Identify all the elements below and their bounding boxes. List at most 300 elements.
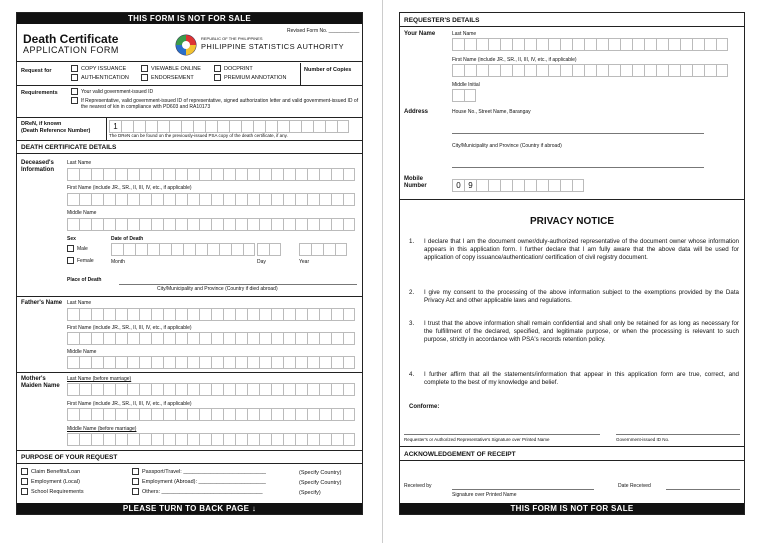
character-box[interactable] — [343, 193, 355, 206]
character-box[interactable] — [235, 408, 247, 421]
date-received-line[interactable] — [666, 489, 740, 490]
dren-input[interactable] — [109, 120, 349, 133]
character-box[interactable] — [163, 433, 175, 446]
character-box[interactable] — [79, 168, 91, 181]
option-copy-issuance[interactable]: COPY ISSUANCE — [71, 65, 126, 72]
character-box[interactable] — [127, 218, 139, 231]
character-box[interactable] — [572, 64, 584, 77]
character-box[interactable] — [91, 383, 103, 396]
character-box[interactable] — [139, 218, 151, 231]
character-box[interactable] — [127, 308, 139, 321]
character-box[interactable] — [343, 356, 355, 369]
character-box[interactable] — [307, 308, 319, 321]
character-box[interactable] — [91, 408, 103, 421]
character-box[interactable] — [199, 168, 211, 181]
character-box[interactable] — [139, 332, 151, 345]
character-box[interactable] — [151, 168, 163, 181]
character-box[interactable] — [175, 218, 187, 231]
character-box[interactable] — [548, 179, 560, 192]
character-box[interactable] — [103, 408, 115, 421]
checkbox[interactable] — [71, 74, 78, 81]
checkbox[interactable] — [67, 245, 74, 252]
character-box[interactable] — [295, 218, 307, 231]
character-box[interactable] — [163, 193, 175, 206]
character-box[interactable] — [181, 120, 193, 133]
checkbox[interactable] — [214, 74, 221, 81]
character-box[interactable] — [295, 332, 307, 345]
character-box[interactable] — [319, 383, 331, 396]
character-box[interactable] — [79, 383, 91, 396]
character-box[interactable] — [512, 179, 524, 192]
character-box[interactable] — [271, 308, 283, 321]
character-box[interactable] — [476, 38, 488, 51]
character-box[interactable] — [295, 193, 307, 206]
character-box[interactable] — [211, 193, 223, 206]
character-box[interactable] — [295, 308, 307, 321]
character-box[interactable] — [103, 193, 115, 206]
character-box[interactable] — [247, 433, 259, 446]
character-box[interactable] — [217, 120, 229, 133]
character-box[interactable] — [223, 218, 235, 231]
character-box[interactable] — [488, 64, 500, 77]
character-box[interactable] — [139, 168, 151, 181]
deceased-last-name-input[interactable] — [67, 168, 355, 181]
character-box[interactable] — [135, 243, 147, 256]
character-box[interactable] — [668, 64, 680, 77]
character-box[interactable] — [500, 38, 512, 51]
character-box[interactable] — [632, 64, 644, 77]
character-box[interactable] — [295, 408, 307, 421]
character-box[interactable] — [151, 408, 163, 421]
year-input[interactable] — [299, 243, 347, 256]
character-box[interactable] — [560, 38, 572, 51]
character-box[interactable] — [103, 383, 115, 396]
character-box[interactable] — [295, 356, 307, 369]
character-box[interactable] — [319, 332, 331, 345]
character-box[interactable] — [343, 332, 355, 345]
character-box[interactable] — [91, 193, 103, 206]
character-box[interactable] — [187, 193, 199, 206]
character-box[interactable] — [187, 408, 199, 421]
character-box[interactable] — [704, 64, 716, 77]
character-box[interactable] — [67, 193, 79, 206]
character-box[interactable] — [163, 168, 175, 181]
character-box[interactable] — [175, 332, 187, 345]
character-box[interactable] — [211, 308, 223, 321]
character-box[interactable] — [319, 356, 331, 369]
character-box[interactable] — [524, 38, 536, 51]
character-box[interactable] — [307, 332, 319, 345]
character-box[interactable] — [205, 120, 217, 133]
character-box[interactable] — [307, 408, 319, 421]
character-box[interactable] — [259, 383, 271, 396]
character-box[interactable] — [331, 332, 343, 345]
character-box[interactable] — [271, 332, 283, 345]
character-box[interactable] — [115, 193, 127, 206]
character-box[interactable] — [452, 64, 464, 77]
character-box[interactable] — [331, 433, 343, 446]
character-box[interactable] — [199, 433, 211, 446]
character-box[interactable] — [560, 64, 572, 77]
character-box[interactable] — [656, 38, 668, 51]
character-box[interactable] — [452, 89, 464, 102]
character-box[interactable] — [692, 38, 704, 51]
character-box[interactable] — [163, 308, 175, 321]
character-box[interactable] — [704, 38, 716, 51]
character-box[interactable] — [269, 243, 281, 256]
character-box[interactable] — [139, 308, 151, 321]
checkbox[interactable] — [214, 65, 221, 72]
character-box[interactable] — [656, 64, 668, 77]
character-box[interactable] — [67, 408, 79, 421]
character-box[interactable] — [259, 218, 271, 231]
character-box[interactable] — [283, 168, 295, 181]
character-box[interactable] — [199, 218, 211, 231]
character-box[interactable] — [253, 120, 265, 133]
character-box[interactable] — [464, 64, 476, 77]
purpose-others[interactable]: Others: _________________________________ — [132, 488, 263, 495]
character-box[interactable] — [127, 433, 139, 446]
character-box[interactable] — [343, 168, 355, 181]
character-box[interactable] — [79, 332, 91, 345]
character-box[interactable] — [271, 356, 283, 369]
purpose-passport[interactable]: Passport/Travel: ___________________________ — [132, 468, 266, 475]
character-box[interactable] — [668, 38, 680, 51]
character-box[interactable] — [548, 38, 560, 51]
character-box[interactable] — [67, 218, 79, 231]
character-box[interactable] — [235, 332, 247, 345]
character-box[interactable] — [331, 308, 343, 321]
character-box[interactable] — [331, 193, 343, 206]
character-box[interactable] — [111, 243, 123, 256]
month-input[interactable] — [111, 243, 255, 256]
checkbox[interactable] — [71, 97, 78, 104]
character-box[interactable] — [452, 38, 464, 51]
character-box[interactable] — [187, 168, 199, 181]
character-box[interactable] — [307, 193, 319, 206]
character-box[interactable] — [145, 120, 157, 133]
character-box[interactable] — [115, 383, 127, 396]
character-box[interactable] — [159, 243, 171, 256]
character-box[interactable] — [331, 356, 343, 369]
mobile-digit[interactable]: 0 — [452, 179, 464, 192]
character-box[interactable] — [500, 179, 512, 192]
mother-first-name-input[interactable] — [67, 408, 355, 421]
checkbox[interactable] — [132, 468, 139, 475]
character-box[interactable] — [187, 383, 199, 396]
father-middle-name-input[interactable] — [67, 356, 355, 369]
character-box[interactable] — [524, 64, 536, 77]
character-box[interactable] — [187, 433, 199, 446]
character-box[interactable] — [187, 218, 199, 231]
mother-middle-name-input[interactable] — [67, 433, 355, 446]
character-box[interactable] — [572, 38, 584, 51]
character-box[interactable] — [67, 308, 79, 321]
character-box[interactable] — [241, 120, 253, 133]
character-box[interactable] — [223, 408, 235, 421]
character-box[interactable] — [151, 356, 163, 369]
character-box[interactable] — [319, 408, 331, 421]
character-box[interactable] — [335, 243, 347, 256]
character-box[interactable] — [115, 168, 127, 181]
character-box[interactable] — [139, 408, 151, 421]
character-box[interactable] — [103, 308, 115, 321]
character-box[interactable] — [223, 383, 235, 396]
character-box[interactable] — [67, 356, 79, 369]
character-box[interactable] — [299, 243, 311, 256]
character-box[interactable] — [476, 179, 488, 192]
character-box[interactable] — [127, 383, 139, 396]
character-box[interactable] — [680, 38, 692, 51]
character-box[interactable] — [560, 179, 572, 192]
character-box[interactable] — [277, 120, 289, 133]
character-box[interactable] — [295, 433, 307, 446]
character-box[interactable] — [247, 332, 259, 345]
signature-line[interactable] — [404, 434, 600, 435]
character-box[interactable] — [115, 408, 127, 421]
character-box[interactable] — [79, 433, 91, 446]
character-box[interactable] — [500, 64, 512, 77]
character-box[interactable] — [139, 433, 151, 446]
character-box[interactable] — [295, 383, 307, 396]
checkbox[interactable] — [21, 468, 28, 475]
character-box[interactable] — [175, 408, 187, 421]
character-box[interactable] — [187, 332, 199, 345]
character-box[interactable] — [199, 356, 211, 369]
checkbox[interactable] — [71, 88, 78, 95]
character-box[interactable] — [283, 408, 295, 421]
character-box[interactable] — [187, 356, 199, 369]
place-of-death-line[interactable] — [119, 284, 357, 285]
character-box[interactable] — [175, 383, 187, 396]
character-box[interactable] — [584, 38, 596, 51]
character-box[interactable] — [103, 356, 115, 369]
option-endorsement[interactable]: ENDORSEMENT — [141, 74, 194, 81]
character-box[interactable] — [716, 64, 728, 77]
character-box[interactable] — [536, 38, 548, 51]
character-box[interactable] — [243, 243, 255, 256]
character-box[interactable] — [175, 308, 187, 321]
character-box[interactable] — [199, 193, 211, 206]
character-box[interactable] — [115, 308, 127, 321]
character-box[interactable] — [331, 168, 343, 181]
character-box[interactable] — [271, 408, 283, 421]
character-box[interactable] — [231, 243, 243, 256]
character-box[interactable] — [289, 120, 301, 133]
option-docprint[interactable]: DOCPRINT — [214, 65, 253, 72]
purpose-school[interactable]: School Requirements — [21, 488, 84, 495]
character-box[interactable] — [488, 179, 500, 192]
character-box[interactable] — [223, 168, 235, 181]
character-box[interactable] — [223, 308, 235, 321]
character-box[interactable] — [211, 218, 223, 231]
character-box[interactable] — [247, 193, 259, 206]
character-box[interactable] — [716, 38, 728, 51]
character-box[interactable] — [259, 433, 271, 446]
requester-first-name-input[interactable] — [452, 64, 728, 77]
character-box[interactable] — [271, 383, 283, 396]
character-box[interactable] — [283, 356, 295, 369]
character-box[interactable] — [311, 243, 323, 256]
character-box[interactable] — [183, 243, 195, 256]
character-box[interactable] — [235, 383, 247, 396]
character-box[interactable] — [157, 120, 169, 133]
character-box[interactable] — [211, 168, 223, 181]
character-box[interactable] — [536, 179, 548, 192]
character-box[interactable] — [259, 308, 271, 321]
character-box[interactable] — [79, 193, 91, 206]
character-box[interactable] — [632, 38, 644, 51]
character-box[interactable] — [123, 243, 135, 256]
requirement-own-id[interactable]: Your valid government-issued ID — [71, 88, 153, 95]
character-box[interactable] — [307, 356, 319, 369]
mother-last-name-input[interactable] — [67, 383, 355, 396]
character-box[interactable] — [103, 433, 115, 446]
father-last-name-input[interactable] — [67, 308, 355, 321]
character-box[interactable] — [608, 38, 620, 51]
character-box[interactable] — [313, 120, 325, 133]
mobile-digit[interactable]: 9 — [464, 179, 476, 192]
character-box[interactable] — [195, 243, 207, 256]
character-box[interactable] — [247, 218, 259, 231]
option-premium-annotation[interactable]: PREMIUM ANNOTATION — [214, 74, 286, 81]
character-box[interactable] — [139, 383, 151, 396]
character-box[interactable] — [211, 383, 223, 396]
character-box[interactable] — [596, 38, 608, 51]
character-box[interactable] — [91, 433, 103, 446]
character-box[interactable] — [163, 356, 175, 369]
character-box[interactable] — [151, 218, 163, 231]
character-box[interactable] — [247, 408, 259, 421]
character-box[interactable] — [169, 120, 181, 133]
character-box[interactable] — [524, 179, 536, 192]
character-box[interactable] — [257, 243, 269, 256]
checkbox[interactable] — [21, 478, 28, 485]
character-box[interactable] — [319, 218, 331, 231]
character-box[interactable] — [175, 356, 187, 369]
character-box[interactable] — [175, 168, 187, 181]
character-box[interactable] — [259, 168, 271, 181]
requirement-representative[interactable]: If Representative, valid government-issued ID of representative, signed authorization letter and valid government-issued ID of the nearest of kin in compliance with PD603 and RA10173 — [71, 97, 361, 110]
checkbox[interactable] — [67, 257, 74, 264]
character-box[interactable] — [229, 120, 241, 133]
character-box[interactable] — [343, 308, 355, 321]
character-box[interactable] — [91, 218, 103, 231]
checkbox[interactable] — [71, 65, 78, 72]
character-box[interactable] — [79, 356, 91, 369]
character-box[interactable] — [133, 120, 145, 133]
character-box[interactable] — [620, 38, 632, 51]
character-box[interactable] — [115, 332, 127, 345]
character-box[interactable] — [127, 332, 139, 345]
character-box[interactable] — [343, 433, 355, 446]
character-box[interactable] — [584, 64, 596, 77]
character-box[interactable] — [331, 218, 343, 231]
purpose-claim-benefits[interactable]: Claim Benefits/Loan — [21, 468, 80, 475]
character-box[interactable] — [175, 433, 187, 446]
character-box[interactable] — [247, 356, 259, 369]
character-box[interactable] — [139, 356, 151, 369]
mobile-number-input[interactable] — [452, 179, 584, 192]
option-authentication[interactable]: AUTHENTICATION — [71, 74, 129, 81]
deceased-first-name-input[interactable] — [67, 193, 355, 206]
character-box[interactable] — [127, 193, 139, 206]
sex-female-option[interactable]: Female — [67, 257, 94, 264]
character-box[interactable] — [283, 433, 295, 446]
character-box[interactable] — [259, 356, 271, 369]
character-box[interactable] — [235, 218, 247, 231]
checkbox[interactable] — [141, 65, 148, 72]
character-box[interactable] — [323, 243, 335, 256]
character-box[interactable] — [199, 408, 211, 421]
character-box[interactable] — [193, 120, 205, 133]
character-box[interactable] — [464, 89, 476, 102]
character-box[interactable] — [151, 383, 163, 396]
character-box[interactable] — [91, 308, 103, 321]
character-box[interactable] — [247, 308, 259, 321]
character-box[interactable] — [476, 64, 488, 77]
character-box[interactable] — [572, 179, 584, 192]
character-box[interactable] — [319, 308, 331, 321]
character-box[interactable] — [103, 168, 115, 181]
character-box[interactable] — [271, 218, 283, 231]
character-box[interactable] — [79, 218, 91, 231]
character-box[interactable] — [343, 218, 355, 231]
character-box[interactable] — [331, 383, 343, 396]
character-box[interactable] — [259, 408, 271, 421]
purpose-employment-local[interactable]: Employment (Local) — [21, 478, 80, 485]
character-box[interactable] — [211, 356, 223, 369]
character-box[interactable] — [319, 193, 331, 206]
character-box[interactable] — [151, 332, 163, 345]
character-box[interactable] — [235, 168, 247, 181]
character-box[interactable] — [620, 64, 632, 77]
character-box[interactable] — [319, 168, 331, 181]
father-first-name-input[interactable] — [67, 332, 355, 345]
character-box[interactable] — [235, 308, 247, 321]
character-box[interactable] — [139, 193, 151, 206]
character-box[interactable] — [79, 308, 91, 321]
character-box[interactable] — [644, 38, 656, 51]
character-box[interactable] — [219, 243, 231, 256]
character-box[interactable] — [151, 308, 163, 321]
character-box[interactable] — [199, 383, 211, 396]
character-box[interactable] — [692, 64, 704, 77]
character-box[interactable] — [223, 356, 235, 369]
character-box[interactable] — [67, 332, 79, 345]
character-box[interactable] — [307, 168, 319, 181]
character-box[interactable] — [235, 193, 247, 206]
character-box[interactable] — [175, 193, 187, 206]
deceased-middle-name-input[interactable] — [67, 218, 355, 231]
character-box[interactable] — [115, 356, 127, 369]
character-box[interactable] — [103, 218, 115, 231]
gov-id-line[interactable] — [616, 434, 740, 435]
option-viewable-online[interactable]: VIEWABLE ONLINE — [141, 65, 201, 72]
character-box[interactable] — [199, 332, 211, 345]
character-box[interactable] — [235, 356, 247, 369]
character-box[interactable] — [147, 243, 159, 256]
character-box[interactable] — [151, 433, 163, 446]
character-box[interactable] — [103, 332, 115, 345]
character-box[interactable] — [307, 433, 319, 446]
checkbox[interactable] — [141, 74, 148, 81]
requester-last-name-input[interactable] — [452, 38, 728, 51]
character-box[interactable] — [307, 218, 319, 231]
character-box[interactable] — [265, 120, 277, 133]
character-box[interactable] — [283, 332, 295, 345]
character-box[interactable] — [163, 332, 175, 345]
